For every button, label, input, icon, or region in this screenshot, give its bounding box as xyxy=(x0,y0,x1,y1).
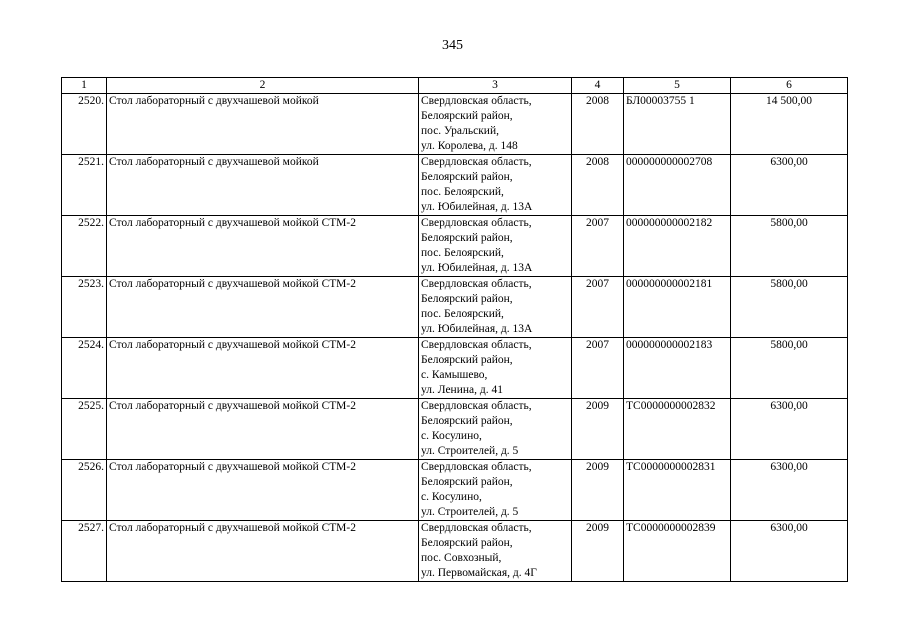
address-line: пос. Совхозный, xyxy=(421,552,502,564)
row-number: 2523. xyxy=(62,277,107,338)
table-row xyxy=(62,216,848,277)
address-line: ул. Королева, д. 148 xyxy=(421,140,518,152)
item-address xyxy=(419,277,572,338)
table-row xyxy=(62,399,848,460)
item-year: 2007 xyxy=(572,216,624,277)
address-line: ул. Ленина, д. 41 xyxy=(421,384,503,396)
address-line: ул. Юбилейная, д. 13А xyxy=(421,323,533,335)
address-line: Белоярский район, xyxy=(421,171,513,183)
column-header: 2 xyxy=(107,78,419,94)
inventory-code: ТС0000000002839 xyxy=(624,521,731,582)
inventory-code: 000000000002708 xyxy=(624,155,731,216)
item-name: Стол лабораторный с двухчашевой мойкой СТМ-2 xyxy=(107,216,419,277)
address-line: ул. Юбилейная, д. 13А xyxy=(421,262,533,274)
inventory-code: 000000000002182 xyxy=(624,216,731,277)
inventory-code: ТС0000000002831 xyxy=(624,460,731,521)
address-line: Белоярский район, xyxy=(421,354,513,366)
address-line: Свердловская область, xyxy=(421,461,532,473)
inventory-code: 000000000002181 xyxy=(624,277,731,338)
item-name: Стол лабораторный с двухчашевой мойкой СТМ-2 xyxy=(107,338,419,399)
column-header: 6 xyxy=(731,78,848,94)
address-line: Белоярский район, xyxy=(421,232,513,244)
address-line: пос. Белоярский, xyxy=(421,308,504,320)
item-address xyxy=(419,338,572,399)
address-line: Белоярский район, xyxy=(421,476,513,488)
address-line: пос. Уральский, xyxy=(421,125,499,137)
item-name: Стол лабораторный с двухчашевой мойкой xyxy=(107,94,419,155)
row-number: 2525. xyxy=(62,399,107,460)
address-line: ул. Строителей, д. 5 xyxy=(421,506,519,518)
item-year: 2009 xyxy=(572,399,624,460)
item-address xyxy=(419,399,572,460)
address-line: Белоярский район, xyxy=(421,415,513,427)
item-price: 5800,00 xyxy=(731,216,848,277)
address-line: Свердловская область, xyxy=(421,217,532,229)
address-line: Свердловская область, xyxy=(421,339,532,351)
item-year: 2007 xyxy=(572,338,624,399)
item-price: 14 500,00 xyxy=(731,94,848,155)
property-table xyxy=(61,77,848,582)
item-price: 6300,00 xyxy=(731,521,848,582)
item-address xyxy=(419,94,572,155)
address-line: ул. Строителей, д. 5 xyxy=(421,445,519,457)
address-line: Свердловская область, xyxy=(421,95,532,107)
row-number: 2527. xyxy=(62,521,107,582)
inventory-code: БЛ00003755 1 xyxy=(624,94,731,155)
address-line: Свердловская область, xyxy=(421,522,532,534)
item-name: Стол лабораторный с двухчашевой мойкой СТМ-2 xyxy=(107,399,419,460)
address-line: пос. Белоярский, xyxy=(421,247,504,259)
column-header: 1 xyxy=(62,78,107,94)
header-row xyxy=(62,78,848,94)
table-row xyxy=(62,521,848,582)
address-line: Белоярский район, xyxy=(421,110,513,122)
table-row xyxy=(62,460,848,521)
item-address xyxy=(419,155,572,216)
inventory-code: ТС0000000002832 xyxy=(624,399,731,460)
page-number: 345 xyxy=(442,38,463,53)
item-price: 5800,00 xyxy=(731,338,848,399)
inventory-code: 000000000002183 xyxy=(624,338,731,399)
address-line: ул. Первомайская, д. 4Г xyxy=(421,567,537,579)
address-line: Белоярский район, xyxy=(421,537,513,549)
address-line: ул. Юбилейная, д. 13А xyxy=(421,201,533,213)
item-year: 2008 xyxy=(572,155,624,216)
row-number: 2522. xyxy=(62,216,107,277)
item-address xyxy=(419,216,572,277)
item-price: 5800,00 xyxy=(731,277,848,338)
row-number: 2520. xyxy=(62,94,107,155)
address-line: Свердловская область, xyxy=(421,156,532,168)
item-name: Стол лабораторный с двухчашевой мойкой СТМ-2 xyxy=(107,277,419,338)
column-header: 5 xyxy=(624,78,731,94)
column-header: 3 xyxy=(419,78,572,94)
address-line: с. Косулино, xyxy=(421,491,482,503)
row-number: 2524. xyxy=(62,338,107,399)
address-line: Свердловская область, xyxy=(421,400,532,412)
item-price: 6300,00 xyxy=(731,399,848,460)
item-year: 2007 xyxy=(572,277,624,338)
item-price: 6300,00 xyxy=(731,155,848,216)
item-name: Стол лабораторный с двухчашевой мойкой СТМ-2 xyxy=(107,460,419,521)
address-line: Свердловская область, xyxy=(421,278,532,290)
row-number: 2526. xyxy=(62,460,107,521)
item-address xyxy=(419,521,572,582)
address-line: с. Камышево, xyxy=(421,369,488,381)
column-header: 4 xyxy=(572,78,624,94)
table-row xyxy=(62,94,848,155)
table-row xyxy=(62,277,848,338)
item-year: 2009 xyxy=(572,521,624,582)
item-year: 2008 xyxy=(572,94,624,155)
table-row xyxy=(62,155,848,216)
table-row xyxy=(62,338,848,399)
row-number: 2521. xyxy=(62,155,107,216)
item-address xyxy=(419,460,572,521)
item-name: Стол лабораторный с двухчашевой мойкой xyxy=(107,155,419,216)
item-name: Стол лабораторный с двухчашевой мойкой СТМ-2 xyxy=(107,521,419,582)
address-line: пос. Белоярский, xyxy=(421,186,504,198)
item-year: 2009 xyxy=(572,460,624,521)
address-line: с. Косулино, xyxy=(421,430,482,442)
item-price: 6300,00 xyxy=(731,460,848,521)
address-line: Белоярский район, xyxy=(421,293,513,305)
